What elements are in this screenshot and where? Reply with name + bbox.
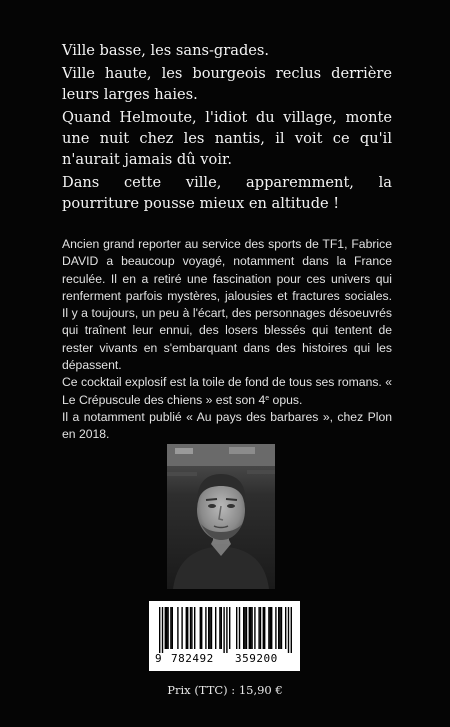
barcode-bar: [263, 607, 264, 649]
barcode-bar: [250, 607, 251, 649]
barcode-bar: [205, 607, 206, 649]
barcode-bar: [165, 607, 166, 649]
barcode-bar: [226, 607, 227, 653]
barcode-bar: [159, 607, 160, 653]
blurb-line-3: Quand Helmoute, l'idiot du village, monte une nuit chez les nantis, il voit ce qu'il n'aurait jamais dû voir.: [62, 109, 392, 168]
barcode-right-group: 359200: [235, 652, 278, 665]
barcode-bar: [221, 607, 222, 649]
barcode-bar: [167, 607, 168, 649]
bio-paragraph-3: Il a notamment publié « Au pays des barbares », chez Plon en 2018.: [62, 409, 392, 442]
bio-paragraph-2-end: opus.: [269, 392, 303, 407]
barcode-bar: [268, 607, 269, 649]
ordinal-superscript: e: [265, 394, 270, 402]
author-bio: [62, 236, 392, 444]
barcode-bars: [149, 601, 300, 653]
author-portrait-image: [167, 444, 275, 589]
barcode-bar: [278, 607, 279, 649]
barcode-bar: [244, 607, 245, 649]
barcode-left-group: 782492: [171, 652, 214, 665]
barcode-bar: [191, 607, 192, 649]
barcode-bar: [162, 607, 163, 653]
blurb-line-1: Ville basse, les sans-grades.: [62, 42, 270, 59]
barcode-bar: [239, 607, 240, 649]
barcode-bar: [249, 607, 250, 649]
barcode-bar: [270, 607, 271, 649]
blurb-line-4: Dans cette ville, apparemment, la pourriture pousse mieux en altitude !: [62, 174, 392, 212]
barcode-bar: [201, 607, 202, 649]
bio-paragraph-2: [62, 374, 392, 409]
barcode-bar: [166, 607, 167, 649]
barcode-bar: [190, 607, 191, 649]
barcode-bar: [246, 607, 247, 649]
barcode-bar: [279, 607, 280, 649]
barcode-bar: [219, 607, 220, 649]
barcode-bar: [215, 607, 216, 649]
barcode-bar: [258, 607, 259, 649]
barcode-bar: [260, 607, 261, 649]
barcode-bar: [211, 607, 212, 649]
barcode-bar: [275, 607, 276, 649]
barcode-bar: [223, 607, 224, 653]
barcode-bar: [271, 607, 272, 649]
author-photo: [167, 444, 275, 589]
barcode-bar: [181, 607, 182, 649]
barcode-bar: [236, 607, 237, 649]
barcode-bar: [251, 607, 252, 649]
barcode-bar: [254, 607, 255, 649]
blurb-text: [62, 40, 392, 216]
barcode-bar: [208, 607, 209, 649]
isbn-barcode: [149, 601, 300, 671]
price-label: Prix (TTC) : 15,90 €: [167, 683, 283, 697]
bio-paragraph-2-text: Ce cocktail explosif est la toile de fond de tous ses romans. « Le Crépuscule des chiens » est son 4: [62, 375, 392, 407]
barcode-bar: [187, 607, 188, 649]
barcode-bar: [194, 607, 195, 649]
bio-paragraph-1: Ancien grand reporter au service des sports de TF1, Fabrice DAVID a beaucoup voyagé, notamment dans la France reculée. Il en a retiré une fascination pour ces univers qui renferment parfois mystères, jalousies et fractures sociales. Il y a toujours, un peu à l'écart, des personnages désoeuvrés qui traînent leur ennui, des losers blessés qui tentent de rester vivants en s'embarquant dans des histoires qui les dépassent.: [62, 237, 392, 373]
barcode-bar: [229, 607, 230, 649]
blurb-line-2: Ville haute, les bourgeois reclus derrière leurs larges haies.: [62, 65, 392, 103]
barcode-bar: [243, 607, 244, 649]
barcode-bar: [285, 607, 286, 649]
barcode-bar: [172, 607, 173, 649]
barcode-first-digit: 9: [155, 652, 163, 665]
barcode-bar: [177, 607, 178, 649]
barcode-bar: [288, 607, 289, 653]
barcode-bar: [264, 607, 265, 649]
barcode-bar: [200, 607, 201, 649]
barcode-bar: [186, 607, 187, 649]
barcode-bar: [170, 607, 171, 649]
barcode-bar: [209, 607, 210, 649]
barcode-bar: [291, 607, 292, 653]
barcode-bar: [281, 607, 282, 649]
